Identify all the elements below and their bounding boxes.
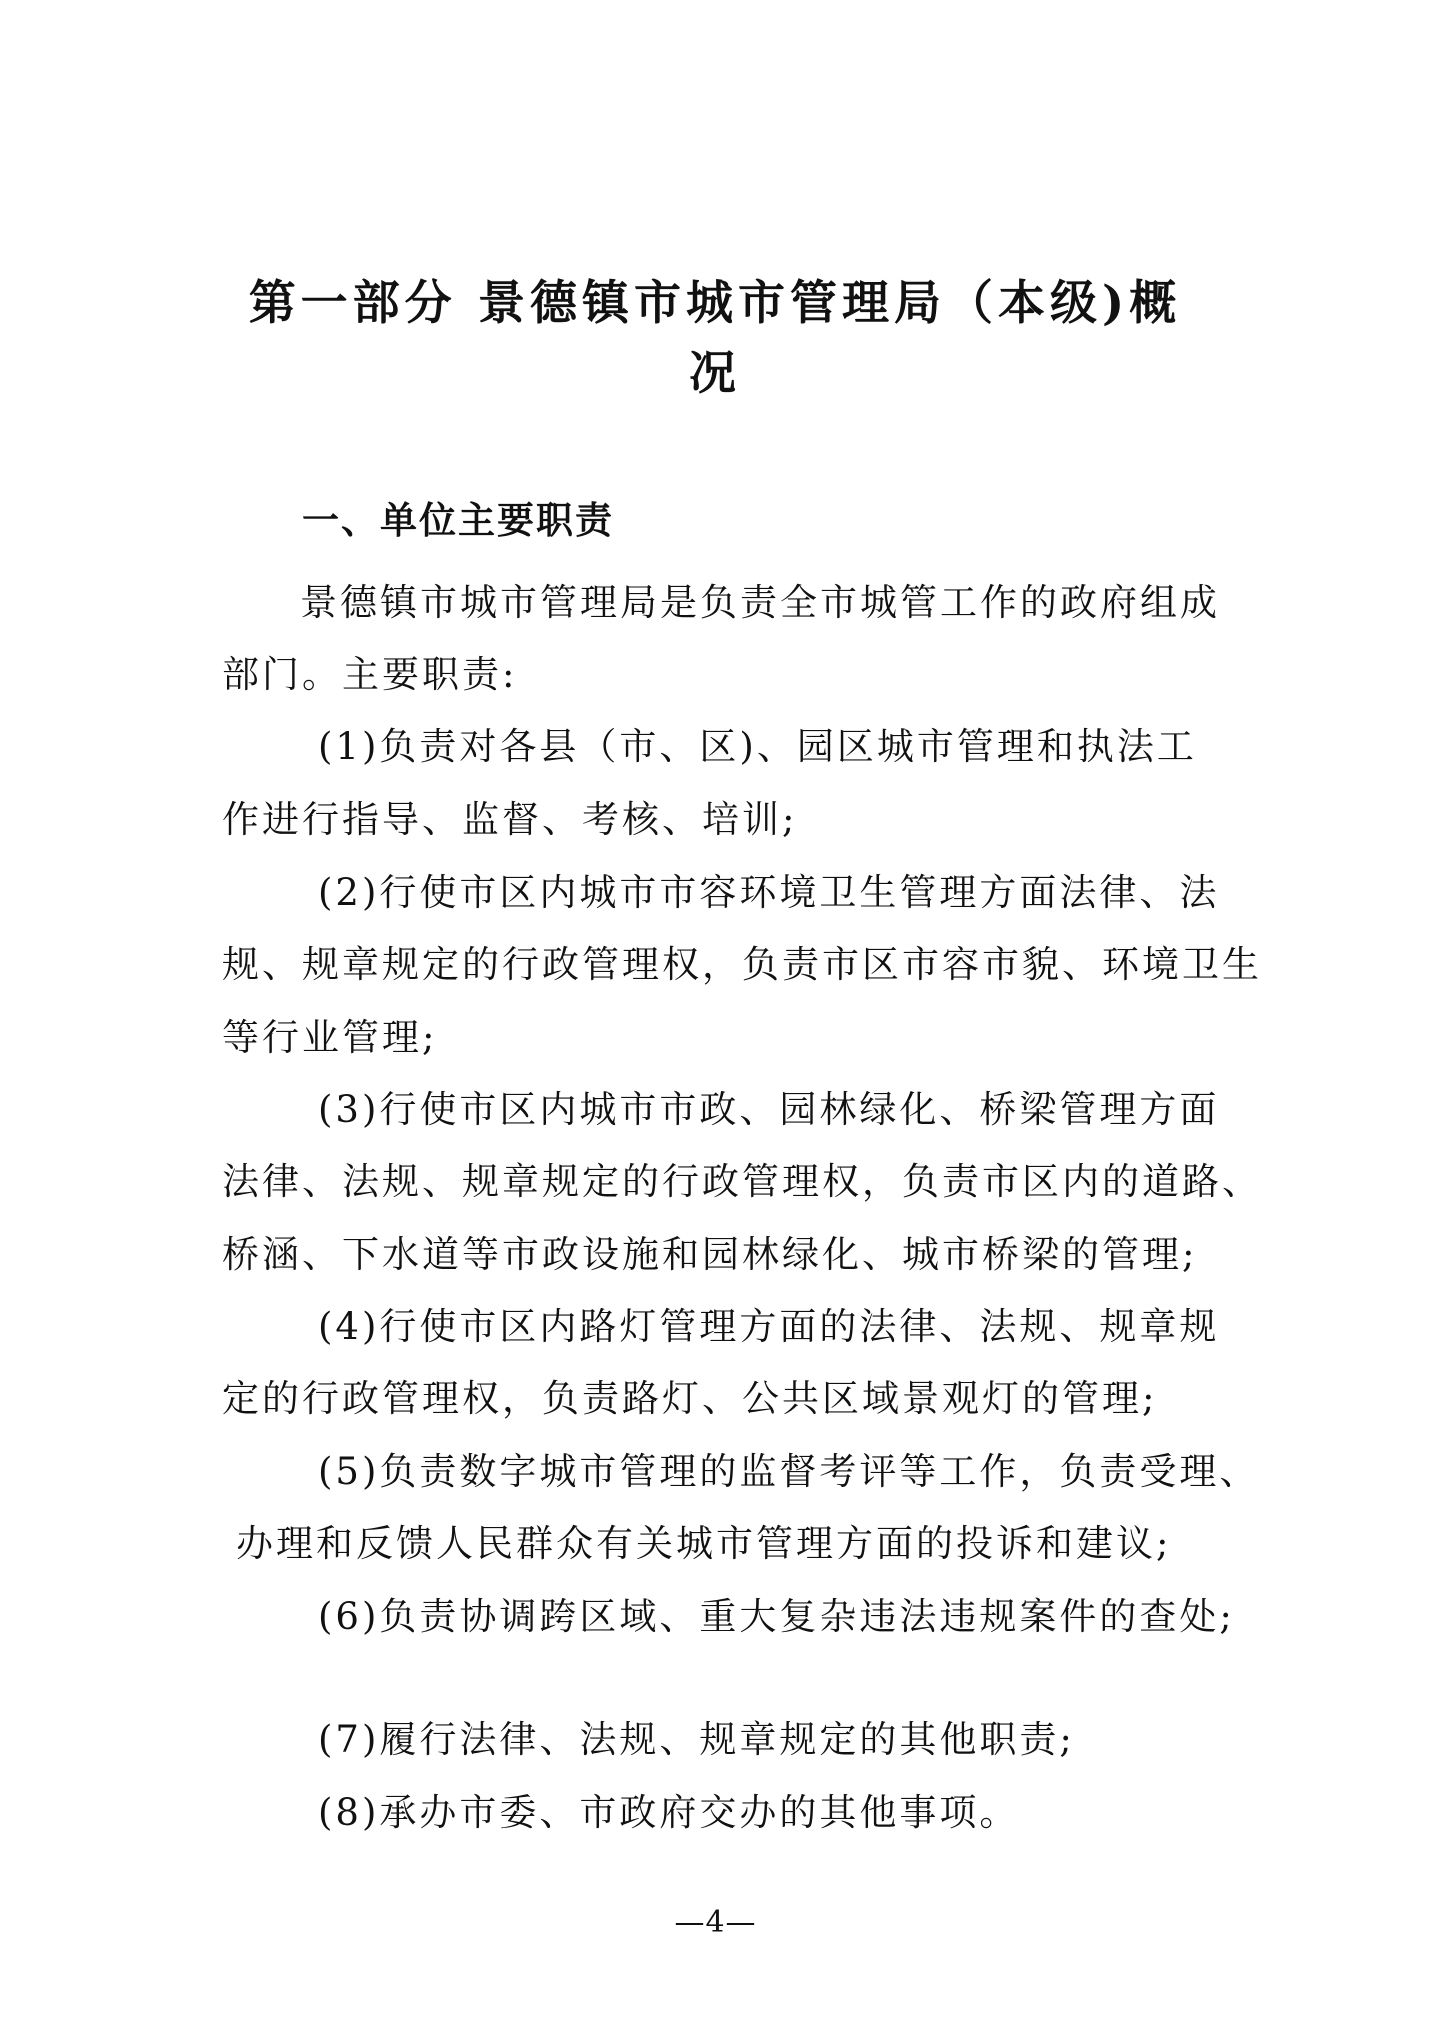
item-8-line-1: (8)承办市委、市政府交办的其他事项。 [318, 1791, 1020, 1834]
item-3-line-3: 桥涵、下水道等市政设施和园林绿化、城市桥梁的管理; [222, 1233, 1198, 1276]
intro-line-1: 景德镇市城市管理局是负责全市城管工作的政府组成 [300, 581, 1220, 624]
item-3-line-1: (3)行使市区内城市市政、园林绿化、桥梁管理方面 [318, 1088, 1220, 1131]
item-3-line-2: 法律、法规、规章规定的行政管理权，负责市区内的道路、 [222, 1160, 1262, 1203]
item-4-line-1: (4)行使市区内路灯管理方面的法律、法规、规章规 [318, 1305, 1220, 1348]
item-1-line-1: (1)负责对各县（市、区)、园区城市管理和执法工 [318, 725, 1197, 768]
item-2-line-3: 等行业管理; [222, 1016, 438, 1059]
page-number: —4— [674, 1905, 757, 1940]
intro-line-2: 部门。主要职责: [222, 653, 518, 696]
item-7-line-1: (7)履行法律、法规、规章规定的其他职责; [318, 1718, 1075, 1761]
section-heading: 一、单位主要职责 [302, 499, 614, 542]
page-title-line-2: 况 [689, 346, 741, 401]
item-1-line-2: 作进行指导、监督、考核、培训; [222, 798, 798, 841]
item-2-line-1: (2)行使市区内城市市容环境卫生管理方面法律、法 [318, 871, 1220, 914]
item-2-line-2: 规、规章规定的行政管理权，负责市区市容市貌、环境卫生 [222, 943, 1262, 986]
item-4-line-2: 定的行政管理权，负责路灯、公共区域景观灯的管理; [222, 1377, 1158, 1420]
page-title-line-1: 第一部分 景德镇市城市管理局（本级)概 [248, 276, 1182, 331]
item-5-line-1: (5)负责数字城市管理的监督考评等工作，负责受理、 [318, 1450, 1260, 1493]
item-5-line-2: 办理和反馈人民群众有关城市管理方面的投诉和建议; [236, 1522, 1172, 1565]
item-6-line-1: (6)负责协调跨区域、重大复杂违法违规案件的查处; [318, 1595, 1235, 1638]
